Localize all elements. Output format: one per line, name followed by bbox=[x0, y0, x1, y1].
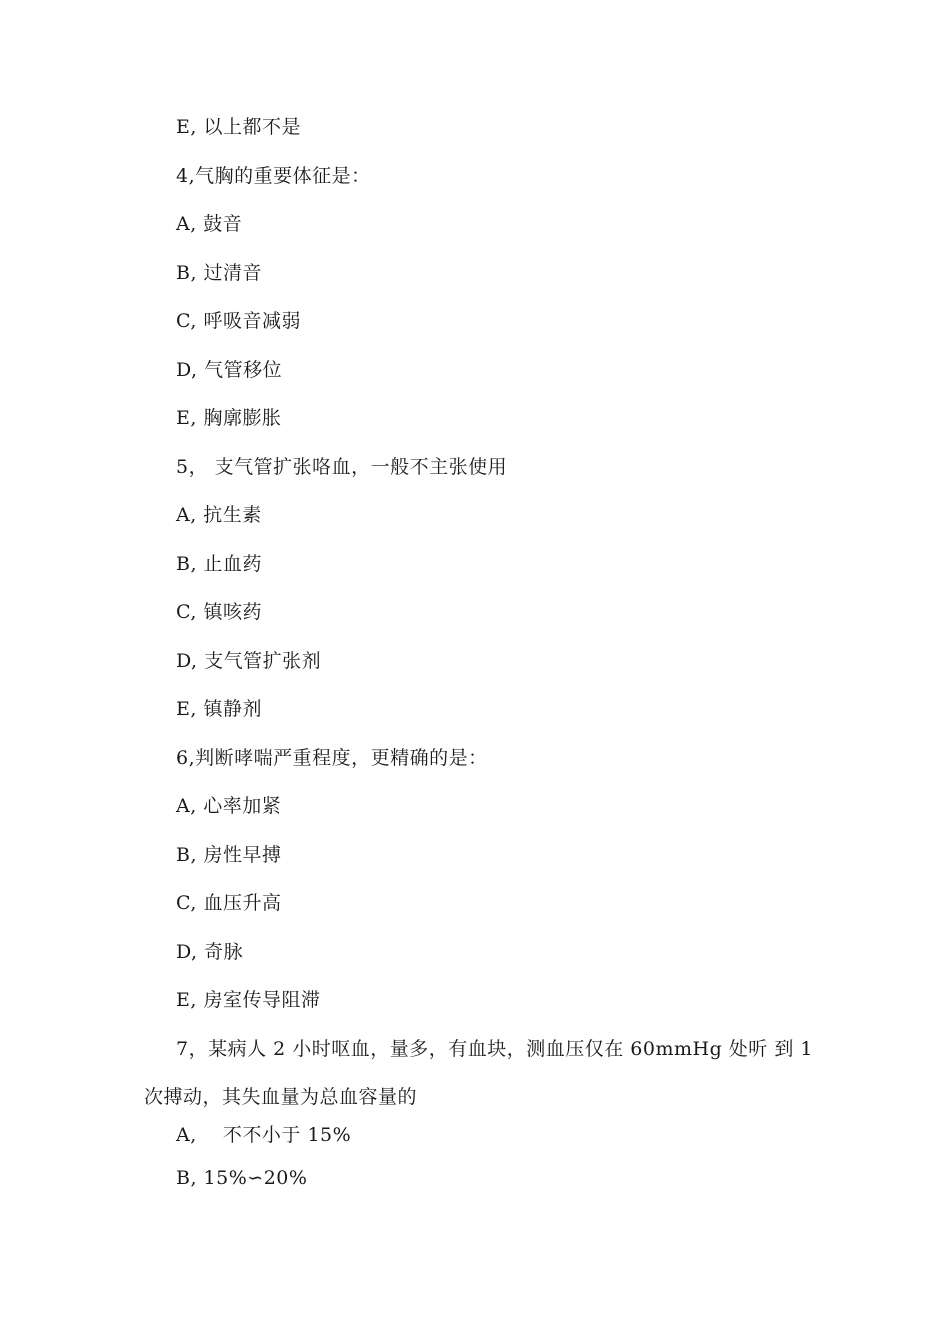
option-7b: B, 15%∽20% bbox=[176, 1167, 308, 1189]
option-6a: A, 心率加紧 bbox=[176, 795, 282, 817]
question-4: 4,气胸的重要体征是： bbox=[176, 165, 371, 187]
option-7a: A, 不不小于 15% bbox=[176, 1124, 352, 1146]
option-4c: C, 呼吸音减弱 bbox=[176, 310, 301, 332]
option-5e: E, 镇静剂 bbox=[176, 698, 262, 720]
option-6b: B, 房性早搏 bbox=[176, 844, 282, 866]
option-4d: D, 气管移位 bbox=[176, 359, 283, 381]
option-6d: D, 奇脉 bbox=[176, 941, 244, 963]
option-6c: C, 血压升高 bbox=[176, 892, 282, 914]
question-7 bbox=[144, 1037, 824, 1109]
question-5: 5， 支气管扩张咯血，一般不主张使用 bbox=[176, 456, 508, 478]
option-4a: A, 鼓音 bbox=[176, 213, 243, 235]
option-5a: A, 抗生素 bbox=[176, 504, 262, 526]
option-4e: E, 胸廓膨胀 bbox=[176, 407, 282, 429]
option-5c: C, 镇咳药 bbox=[176, 601, 262, 623]
option-5b: B, 止血药 bbox=[176, 553, 263, 575]
option-6e: E, 房室传导阻滞 bbox=[176, 989, 321, 1011]
option-4b: B, 过清音 bbox=[176, 262, 263, 284]
question-7-line2: 次搏动，其失血量为总血容量的 bbox=[144, 1086, 418, 1108]
option-3e: E, 以上都不是 bbox=[176, 116, 301, 138]
option-5d: D, 支气管扩张剂 bbox=[176, 650, 322, 672]
question-7-line1: 7，某病人 2 小时呕血，量多，有血块，测血压仅在 60mmHg 处听 到 1 bbox=[176, 1038, 813, 1060]
question-6: 6,判断哮喘严重程度，更精确的是： bbox=[176, 747, 488, 769]
